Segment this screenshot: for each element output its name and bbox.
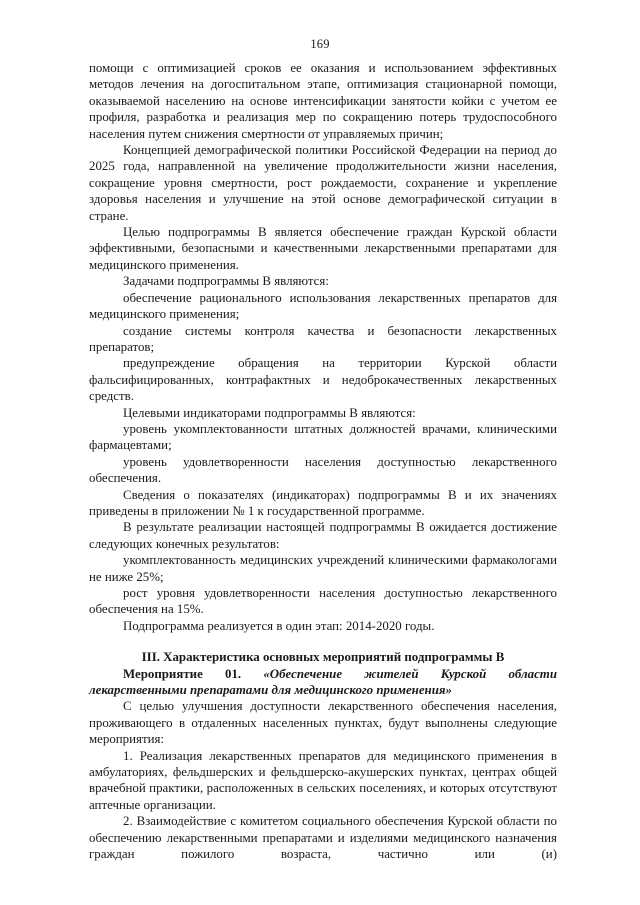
document-body: [89, 60, 557, 863]
measure-number: Мероприятие 01.: [123, 666, 242, 681]
list-item: обеспечение рационального использования лекарственных препаратов для медицинского применения;: [89, 290, 557, 322]
paragraph: Задачами подпрограммы В являются:: [123, 274, 329, 289]
list-item: укомплектованность медицинских учреждений клиническими фармакологами не ниже 25%;: [89, 553, 557, 584]
measure-title: [89, 666, 557, 699]
page-number: 169: [310, 37, 330, 51]
paragraph: помощи с оптимизацией сроков ее оказания и использованием эффективных методов лечения на догоспитальном этапе, оптимизация стационарной помощи, оказываемой населению на основе интенсификации занятости койки с учетом ее профиля, разработка и реализация мер по сокращению потерь трудоспособного населения путем снижения смертности от управляемых причин;: [89, 61, 557, 141]
paragraph: Целевыми индикаторами подпрограммы В являются:: [123, 405, 416, 420]
list-item: уровень укомплектованности штатных должностей врачами, клиническими фармацевтами;: [89, 421, 557, 453]
list-item: создание системы контроля качества и безопасности лекарственных препаратов;: [89, 323, 557, 354]
paragraph: Концепцией демографической политики Российской Федерации на период до 2025 года, направленной на увеличение продолжительности жизни населения, сокращение уровня смертности, рост рождаемости, сохранение и укрепление здоровья населения и улучшение на этой основе демографической ситуации в стране.: [89, 143, 557, 223]
paragraph: Подпрограмма реализуется в один этап: 2014-2020 годы.: [123, 618, 435, 633]
paragraph: Целью подпрограммы В является обеспечение граждан Курской области эффективными, безопасными и качественными лекарственными препаратами для медицинского применения.: [89, 225, 557, 272]
paragraph: Сведения о показателях (индикаторах) подпрограммы В и их значениях приведены в приложении № 1 к государственной программе.: [89, 487, 557, 518]
list-item: 1. Реализация лекарственных препаратов для медицинского применения в амбулаториях, фельдшерских и фельдшерско-акушерских пунктах, центрах общей врачебной практики, расположенных в сельских поселениях, и которых отсутствуют аптечные организации.: [89, 748, 557, 812]
list-item: предупреждение обращения на территории Курской области фальсифицированных, контрафактных и недоброкачественных лекарственных средств.: [89, 356, 557, 404]
section-title: III. Характеристика основных мероприятий подпрограммы В: [141, 650, 505, 665]
paragraph: С целью улучшения доступности лекарственного обеспечения населения, проживающего в отдаленных населенных пунктах, будут выполнены следующие мероприятия:: [89, 699, 557, 747]
list-item: рост уровня удовлетворенности населения доступностью лекарственного обеспечения на 15%.: [89, 586, 557, 617]
list-item: 2. Взаимодействие с комитетом социального обеспечения Курской области по обеспечению лекарственными препаратами и изделиями медицинского назначения граждан пожилого возраста, частично или (и): [89, 814, 557, 862]
measure-name: «Обеспечение жителей Курской области лекарственными препаратами для медицинского применения»: [89, 666, 557, 698]
section-gap: [89, 634, 557, 649]
paragraph: В результате реализации настоящей подпрограммы В ожидается достижение следующих конечных результатов:: [89, 520, 557, 551]
list-item: уровень удовлетворенности населения доступностью лекарственного обеспечения.: [89, 454, 557, 486]
